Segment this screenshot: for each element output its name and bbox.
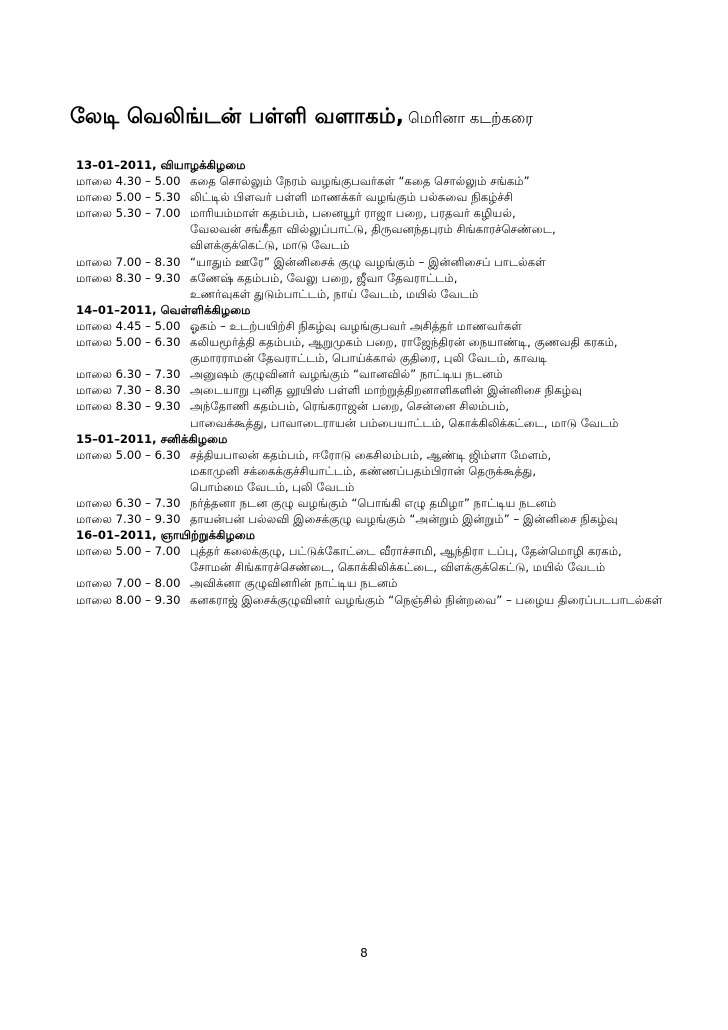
day-heading: 13–01–2011, வியாழக்கிழமை [76,158,246,172]
event-description-line: சோமன் சிங்காரச்செண்டை, கொக்கிலிக்கட்டை, விளக்குக்கெட்டு, மயில் வேடம் [190,560,606,575]
event-time: மாலை 8.30 – 9.30 [76,399,181,414]
page-title [70,104,533,131]
event-time: மாலை 7.00 – 8.30 [76,254,181,269]
event-time: மாலை 6.30 – 7.30 [76,367,181,382]
event-description-line: விளக்குக்கெட்டு, மாடு வேடம் [190,238,350,253]
event-description [190,318,716,334]
event-description [190,398,716,430]
event-time: மாலை 8.30 – 9.30 [76,270,181,285]
schedule-row [76,318,716,334]
schedule-row [76,189,716,205]
event-description [190,205,716,253]
event-description-line: அடையாறு புனித லூயிஸ் பள்ளி மாற்றுத்திறனாளிகளின் இன்னிசை நிகழ்வு [190,383,583,398]
event-description-line: லிட்டில் பிளவர் பள்ளி மாணக்கர் வழங்கும் பல்சுவை நிகழ்ச்சி [190,190,513,205]
event-time: மாலை 4.45 – 5.00 [76,318,181,333]
event-description [190,592,716,608]
event-time: மாலை 8.00 – 9.30 [76,592,181,607]
schedule-row [76,575,716,591]
event-time: மாலை 5.30 – 7.00 [76,206,181,221]
event-description [190,447,716,495]
event-schedule [76,157,716,608]
event-time: மாலை 7.30 – 9.30 [76,512,181,527]
event-description-line: அனுஷம் குழுவினர் வழங்கும் “வானவில்” நாட்டிய நடனம் [190,367,503,382]
venue-location: மெரினா கடற்கரை [408,109,533,127]
schedule-row [76,543,716,575]
schedule-row [76,173,716,189]
schedule-row [76,254,716,270]
event-description-line: பொம்மை வேடம், புலி வேடம் [190,479,355,494]
event-description [190,495,716,511]
schedule-row [76,382,716,398]
event-description [190,334,716,366]
event-time: மாலை 5.00 – 5.30 [76,190,181,205]
event-description-line: கதை சொல்லும் நேரம் வழங்குபவர்கள் “கதை சொல்லும் சங்கம்” [190,174,530,189]
schedule-row [76,205,716,253]
event-time: மாலை 7.00 – 8.00 [76,576,181,591]
event-description-line: புத்தர் கலைக்குழு, பட்டுக்கோட்டை வீராச்சாமி, ஆந்திரா டப்பு, தேன்மொழி கரகம், [190,544,622,559]
event-description [190,270,716,302]
event-description [190,575,716,591]
event-description [190,543,716,575]
schedule-row [76,447,716,495]
event-time: மாலை 5.00 – 6.30 [76,447,181,462]
event-time: மாலை 4.30 – 5.00 [76,174,181,189]
event-description [190,189,716,205]
event-description-line: கணேஷ் கதம்பம், வேலு பறை, ஜீவா தேவராட்டம், [190,270,458,285]
event-description [190,366,716,382]
event-description-line: ஓகம் – உடற்பயிற்சி நிகழ்வு வழங்குபவர் அசித்தர் மாணவர்கள் [190,318,522,333]
schedule-row [76,592,716,608]
day-heading: 16–01–2011, ஞாயிற்றுக்கிழமை [76,528,256,543]
event-description-line: உணர்வுகள் துடும்பாட்டம், நாய் வேடம், மயில் வேடம் [190,286,479,301]
event-description-line: அந்தோணி கதம்பம், ரெங்கராஜன் பறை, சென்னை சிலம்பம், [190,399,510,414]
venue-title: லேடி வெலிங்டன் பள்ளி வளாகம், [70,104,405,128]
day-heading: 14–01–2011, வெள்ளிக்கிழமை [76,302,251,317]
event-description-line: சத்தியபாலன் கதம்பம், ஈரோடு கைசிலம்பம், ஆண்டி ஜிம்ளா மேளம், [190,447,552,462]
schedule-row [76,495,716,511]
event-description-line: வேலவன் சங்கீதா வில்லுப்பாட்டு, திருவனந்தபுரம் சிங்காரச்செண்டை, [190,222,556,237]
event-description [190,254,716,270]
schedule-row [76,511,716,527]
event-description-line: மகாமுனி சக்கைக்குச்சியாட்டம், கண்ணப்பதம்பிரான் தெருக்கூத்து, [190,463,537,478]
event-description-line: குமாரராமன் தேவராட்டம், பொய்க்கால் குதிரை, புலி வேடம், காவடி [190,351,548,366]
event-description-line: தாயன்பன் பல்லவி இசைக்குழு வழங்கும் “அன்றும் இன்றும்” – இன்னிசை நிகழ்வு [190,512,618,527]
event-description-line: நர்த்தனா நடன குழு வழங்கும் “பொங்கி எழு தமிழா” நாட்டிய நடனம் [190,495,557,510]
event-description-line: கலியமூர்த்தி கதம்பம், ஆறுமுகம் பறை, ராஜேந்திரன் நையாண்டி, குணவதி கரகம், [190,335,618,350]
event-time: மாலை 7.30 – 8.30 [76,383,181,398]
event-description [190,511,716,527]
schedule-row [76,334,716,366]
event-time: மாலை 5.00 – 6.30 [76,335,181,350]
event-description-line: பாவைக்கூத்து, பாவாடைராயன் பம்பையாட்டம், கொக்கிலிக்கட்டை, மாடு வேடம் [190,415,619,430]
event-time: மாலை 5.00 – 7.00 [76,544,181,559]
event-description [190,382,716,398]
day-heading: 15–01–2011, சனிக்கிழமை [76,431,228,446]
event-description-line: “யாதும் ஊரே” இன்னிசைக் குழு வழங்கும் – இன்னிசைப் பாடல்கள் [190,254,546,269]
schedule-row [76,398,716,430]
event-description [190,173,716,189]
event-description-line: கனகராஜ் இசைக்குழுவினர் வழங்கும் “நெஞ்சில் நின்றவை” – பழைய திரைப்படபாடல்கள் [190,592,663,607]
page-number: 8 [360,946,368,960]
event-description-line: மாரியம்மாள் கதம்பம், பனையூர் ராஜா பறை, பரதவர் கழியல், [190,206,516,221]
event-description-line: அவிக்னா குழுவினரின் நாட்டிய நடனம் [190,576,398,591]
schedule-row [76,366,716,382]
schedule-row [76,270,716,302]
event-time: மாலை 6.30 – 7.30 [76,495,181,510]
